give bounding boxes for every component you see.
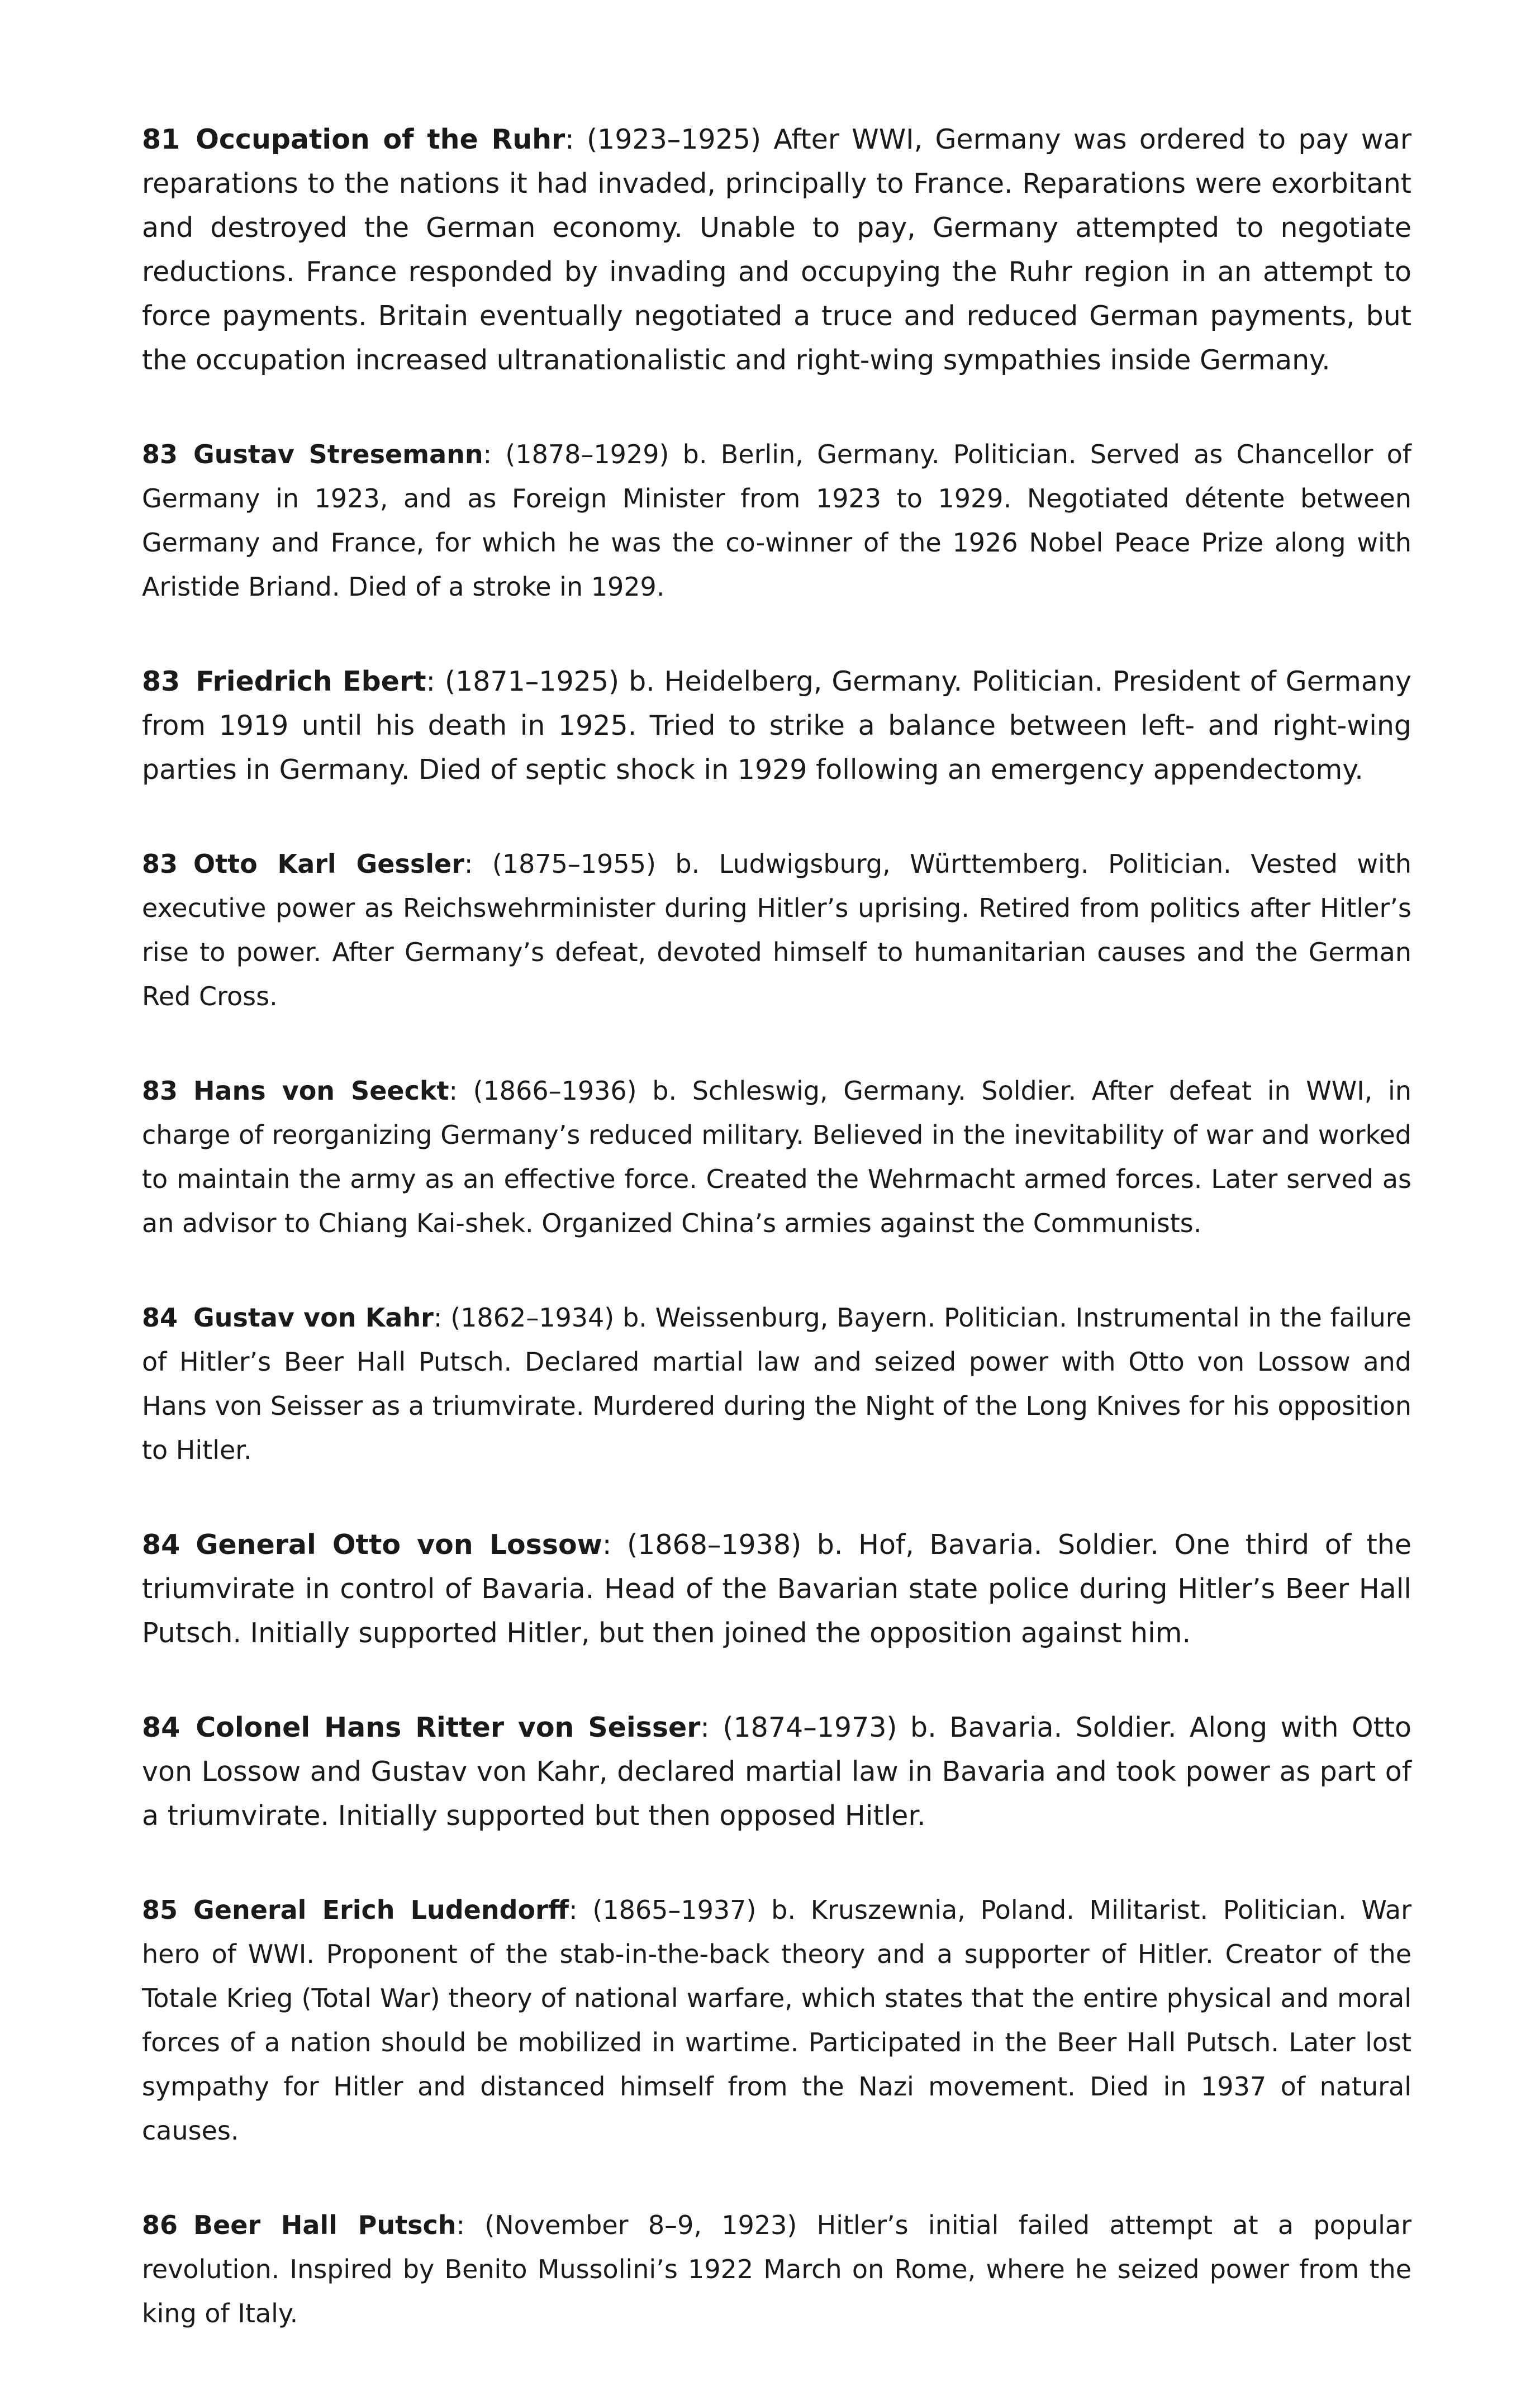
entry-name: General Otto von Lossow [196,1529,602,1561]
entry-text: : (1862–1934) b. Weissenburg, Bayern. Politician. Instrumental in the failure of Hitler’s Beer Hall Putsch. Declared martial law and seized power with Otto von Lossow and Hans von Seisser as a triumvirate. Murdered during the Night of the Long Knives for his opposition to Hitler. [142,1303,1411,1465]
entry-text: : (1878–1929) b. Berlin, Germany. Politician. Served as Chancellor of Germany in 1923, and as Foreign Minister from 1923 to 1929. Negotiated détente between Germany and France, for which he was the co-winner of the 1926 Nobel Peace Prize along with Aristide Briand. Died of a stroke in 1929. [142,439,1411,602]
entry-friedrich-ebert [142,659,1411,792]
entry-name: General Erich Ludendorff [193,1895,569,1925]
entry-erich-ludendorff [142,1888,1411,2153]
entry-occupation-of-the-ruhr [142,117,1411,382]
glossary-page [142,117,1411,2386]
entry-name: Hans von Seeckt [193,1076,449,1106]
entry-text: : (1923–1925) After WWI, Germany was ordered to pay war reparations to the nations it had invaded, principally to France. Reparations were exorbitant and destroyed the German economy. Unable to pay, Germany attempted to negotiate reductions. France responded by invading and occupying the Ruhr region in an attempt to force payments. Britain eventually negotiated a truce and reduced German payments, but the occupation increased ultranationalistic and right-wing sympathies inside Germany. [142,123,1411,376]
entry-text: : (1874–1973) b. Bavaria. Soldier. Along with Otto von Lossow and Gustav von Kahr, declared martial law in Bavaria and took power as part of a triumvirate. Initially supported but then opposed Hitler. [142,1712,1411,1832]
entry-number: 83 [142,439,178,469]
entry-number: 84 [142,1712,180,1743]
entry-text: : (1866–1936) b. Schleswig, Germany. Soldier. After defeat in WWI, in charge of reorganizing Germany’s reduced military. Believed in the inevitability of war and worked to maintain the army as an effective force. Created the Wehrmacht armed forces. Later served as an advisor to Chiang Kai-shek. Organized China’s armies against the Communists. [142,1076,1411,1238]
entry-hans-von-seeckt [142,1069,1411,1246]
entry-name: Gustav von Kahr [193,1303,434,1333]
entry-name: Occupation of the Ruhr [196,123,565,155]
entry-number: 86 [142,2210,178,2240]
entry-number: 83 [142,666,180,697]
entry-text: : (1875–1955) b. Ludwigsburg, Württemberg. Politician. Vested with executive power as Reichswehrminister during Hitler’s uprising. Retired from politics after Hitler’s rise to power. After Germany’s defeat, devoted himself to humanitarian causes and the German Red Cross. [142,849,1411,1011]
entry-number: 84 [142,1529,180,1561]
entry-number: 81 [142,123,180,155]
entry-name: Colonel Hans Ritter von Seisser [196,1712,701,1743]
entry-beer-hall-putsch [142,2203,1411,2336]
entry-otto-karl-gessler [142,842,1411,1019]
entry-text: : (1871–1925) b. Heidelberg, Germany. Politician. President of Germany from 1919 until his death in 1925. Tried to strike a balance between left- and right-wing parties in Germany. Died of septic shock in 1929 following an emergency appendectomy. [142,666,1411,786]
entry-name: Otto Karl Gessler [193,849,464,879]
entry-number: 83 [142,849,178,879]
entry-name: Gustav Stresemann [193,439,483,469]
entry-text: : (1868–1938) b. Hof, Bavaria. Soldier. One third of the triumvirate in control of Bavaria. Head of the Bavarian state police during Hitler’s Beer Hall Putsch. Initially supported Hitler, but then joined the opposition against him. [142,1529,1411,1649]
entry-text: : (1865–1937) b. Kruszewnia, Poland. Militarist. Politician. War hero of WWI. Proponent of the stab-in-the-back theory and a supporter of Hitler. Creator of the Totale Krieg (Total War) theory of national warfare, which states that the entire physical and moral forces of a nation should be mobilized in wartime. Participated in the Beer Hall Putsch. Later lost sympathy for Hitler and distanced himself from the Nazi movement. Died in 1937 of natural causes. [142,1895,1411,2146]
entry-hans-ritter-von-seisser [142,1705,1411,1838]
entry-otto-von-lossow [142,1523,1411,1655]
entry-gustav-von-kahr [142,1296,1411,1472]
entry-text: : (November 8–9, 1923) Hitler’s initial failed attempt at a popular revolution. Inspired by Benito Mussolini’s 1922 March on Rome, where he seized power from the king of Italy. [142,2210,1411,2328]
entry-name: Friedrich Ebert [196,666,426,697]
entry-name: Beer Hall Putsch [193,2210,457,2240]
entry-number: 84 [142,1303,178,1333]
entry-number: 83 [142,1076,178,1106]
entry-gustav-stresemann [142,432,1411,609]
entry-number: 85 [142,1895,178,1925]
